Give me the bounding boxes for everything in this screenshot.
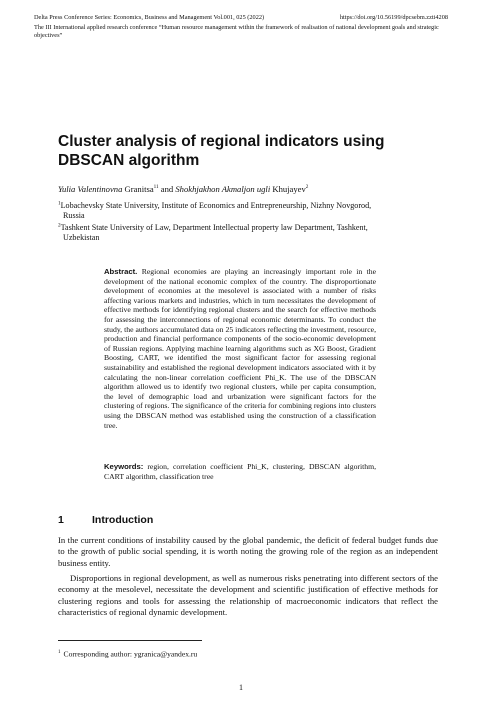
keywords [104, 462, 376, 482]
affiliation-1-line1: Lobachevsky State University, Institute of Economics and Entrepreneurship, Nizhny Novgorod, [60, 201, 372, 210]
running-header [34, 14, 448, 22]
footnote-text: Corresponding author: ygranica@yandex.ru [63, 649, 198, 659]
affiliation-1-line2: Russia [63, 211, 85, 221]
doi-link[interactable]: https://doi.org/10.56199/dpcsebm.zzti4208 [339, 14, 448, 21]
page-number: 1 [239, 683, 243, 692]
affiliation-2-sup: 2 [58, 222, 61, 229]
author-list [58, 184, 308, 195]
footnote-divider [58, 640, 202, 641]
paper-title: Cluster analysis of regional indicators using DBSCAN algorithm [58, 133, 385, 169]
keywords-text: region, correlation coefficient Phi_K, clustering, DBSCAN algorithm, CART algorithm, classification tree [104, 462, 377, 481]
keywords-label: Keywords: [104, 462, 144, 471]
author-1-sup: 11 [153, 184, 159, 191]
author-1-surname: Granitsa [122, 184, 154, 194]
footnote-sup: 1 [58, 650, 61, 655]
author-1-given: Yulia Valentinovna [58, 184, 123, 194]
paragraph-1: In the current conditions of instability caused by the global pandemic, the deficit of federal budget funds due to the growth of public social spending, it is worth noting the growing role of the region as an independent business entity. [58, 535, 438, 568]
author-2-given: Shokhjakhon Akmaljon ugli [175, 184, 271, 194]
abstract-text: Regional economies are playing an increasingly important role in the development of the national economic complex of the country. The disproportionate development of economies at the mesolevel is associated with a number of risks affecting various markets and industries, which in turn necessitates the development of effective methods for identifying regional clusters and the search for effective methods for assessing the interconnections of regional economic determinants. To conduct the study, the authors accumulated data on 25 indicators reflecting the investment, resource, production and financial performance components of the socio-economic development of Russian regions. Applying machine learning algorithms such as XG Boost, Gradient Boosting, CART, we identified the most significant factor for assessing regional sustainability and established the regional development indicators associated with it by calculating the non-linear correlation coefficient Phi_K. The use of the DBSCAN algorithm allowed us to identify two regional clusters, while per capita consumption, the level of demographic load and urbanization were significant factors for the clustering of regions. The significance of the criteria for combining regions into clusters using the DBSCAN method was established using the construction of a classification tree. [104, 267, 376, 430]
abstract-label: Abstract. [104, 267, 138, 276]
section-title: Introduction [92, 514, 154, 526]
section-number: 1 [58, 514, 64, 526]
author-2-surname: Khujayev [270, 184, 306, 194]
affiliation-2 [58, 223, 438, 243]
affiliation-2-line2: Uzbekistan [63, 233, 100, 243]
paragraph-2: Disproportions in regional development, as well as numerous risks penetrating into different sectors of the economy at the mesolevel, necessitate the development and scientific justification of effective methods for clustering regions and tools for assessing the relationship of macroeconomic indicators that reflect the characteristics of regional dynamic development. [58, 573, 438, 617]
author-conjunction: and [158, 184, 176, 194]
affiliation-1-sup: 1 [58, 200, 61, 207]
affiliation-1 [58, 201, 438, 221]
footnote [58, 648, 197, 660]
section-heading [58, 514, 153, 526]
conference-info: The III International applied research conference “Human resource management within the framework of realisation of national development goals and strategic objectives” [34, 24, 439, 39]
author-2-sup: 2 [305, 184, 309, 191]
affiliation-2-line1: Tashkent State University of Law, Department Intellectual property law Department, Tashkent, [60, 223, 368, 232]
abstract [104, 267, 376, 430]
series-info: Delta Press Conference Series: Economics, Business and Management Vol.001, 025 (2022) [34, 14, 265, 21]
